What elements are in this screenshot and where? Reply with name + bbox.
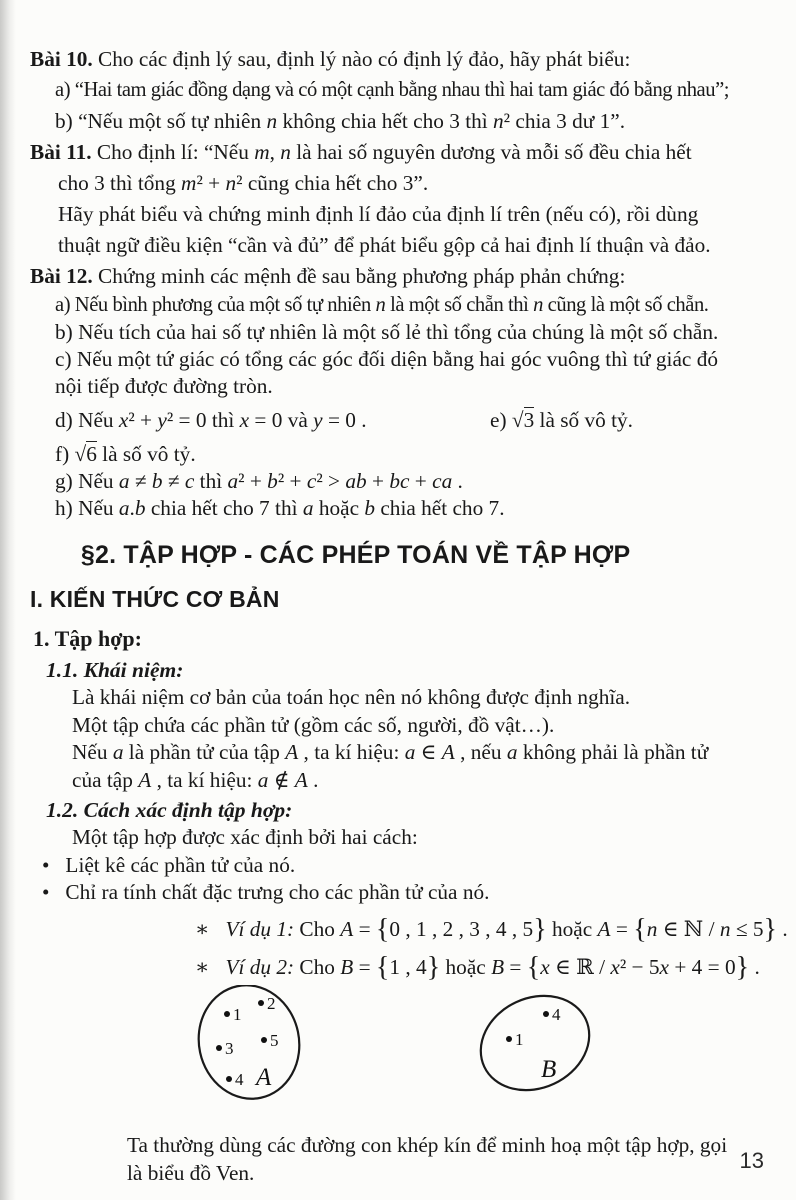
text-line: f) √6 là số vô tỷ. xyxy=(55,442,196,466)
text-line: c) Nếu một tứ giác có tổng các góc đối diện bằng hai góc vuông thì tứ giác đó xyxy=(55,347,718,371)
text-line: Nếu a là phần tử của tập A , ta kí hiệu: a ∈ A , nếu a không phải là phần tử xyxy=(72,740,709,764)
text-line: b) “Nếu một số tự nhiên n không chia hết cho 3 thì n² chia 3 dư 1”. xyxy=(55,109,626,133)
text-line: của tập A , ta kí hiệu: a ∉ A . xyxy=(72,767,319,792)
venn-ellipse xyxy=(465,985,605,1107)
text-line: Bài 12. Chứng minh các mệnh đề sau bằng phương pháp phản chứng: xyxy=(30,264,626,288)
text-line: Một tập chứa các phần tử (gồm các số, người, đồ vật…). xyxy=(72,712,555,737)
text-line: • Liệt kê các phần tử của nó. xyxy=(42,852,296,877)
text-line: cho 3 thì tổng m² + n² cũng chia hết cho 3”. xyxy=(58,171,429,195)
text-line: Là khái niệm cơ bản của toán học nên nó không được định nghĩa. xyxy=(72,685,631,709)
text-line: Bài 11. Cho định lí: “Nếu m, n là hai số nguyên dương và mỗi số đều chia hết xyxy=(30,140,692,164)
venn-point-value: 1 xyxy=(515,1029,524,1049)
venn-point-value: 2 xyxy=(267,993,276,1013)
section-heading: §2. TẬP HỢP - CÁC PHÉP TOÁN VỀ TẬP HỢP xyxy=(80,541,631,569)
venn-point-value: 1 xyxy=(233,1004,242,1024)
text-line: ∗ Ví dụ 1: Cho A = {0 , 1 , 2 , 3 , 4 , 5} hoặc A = {n ∈ ℕ / n ≤ 5} . xyxy=(195,913,788,945)
venn-point-dot xyxy=(224,1011,230,1017)
venn-point-dot xyxy=(258,1000,264,1006)
text-line: Hãy phát biểu và chứng minh định lí đảo của định lí trên (nếu có), rồi dùng xyxy=(58,202,699,226)
text-line: d) Nếu x² + y² = 0 thì x = 0 và y = 0 . e) √3 là số vô tỷ. xyxy=(55,408,634,432)
page-content xyxy=(30,44,788,1187)
venn-set-label: A xyxy=(256,1063,272,1091)
text-line: b) Nếu tích của hai số tự nhiên là một số lẻ thì tổng của chúng là một số chẵn. xyxy=(55,320,719,344)
text-line: Bài 10. Cho các định lý sau, định lý nào có định lý đảo, hãy phát biểu: xyxy=(30,47,631,71)
text-line: 1.2. Cách xác định tập hợp: xyxy=(46,798,293,822)
text-line: 1.1. Khái niệm: xyxy=(46,658,184,682)
text-line: h) Nếu a.b chia hết cho 7 thì a hoặc b chia hết cho 7. xyxy=(55,496,505,520)
knowledge-block xyxy=(30,656,788,983)
text-line: nội tiếp được đường tròn. xyxy=(55,374,273,398)
page-number: 13 xyxy=(739,1148,764,1173)
text-line: • Chỉ ra tính chất đặc trưng cho các phần tử của nó. xyxy=(42,880,490,904)
venn-point-value: 4 xyxy=(552,1004,561,1024)
text-line: a) “Hai tam giác đồng dạng và có một cạnh bằng nhau thì hai tam giác đó bằng nhau”; xyxy=(55,79,730,101)
text-line: Ta thường dùng các đường con khép kín để minh hoạ một tập hợp, gọi xyxy=(127,1132,728,1157)
venn-point-dot xyxy=(261,1037,267,1043)
venn-caption xyxy=(30,1131,770,1187)
venn-point-value: 5 xyxy=(270,1030,279,1050)
scan-edge-shadow xyxy=(0,0,16,1200)
venn-point-value: 4 xyxy=(235,1069,244,1089)
text-line: Một tập hợp được xác định bởi hai cách: xyxy=(72,825,418,849)
venn-ellipse xyxy=(188,985,310,1108)
text-line: thuật ngữ điều kiện “cần và đủ” để phát biểu gộp cả hai định lí thuận và đảo. xyxy=(58,233,711,257)
venn-set-label: B xyxy=(541,1055,557,1083)
knowledge-heading: I. KIẾN THỨC CƠ BẢN xyxy=(30,586,280,612)
subsection-tap-hop: 1. Tập hợp: xyxy=(33,626,142,651)
text-line: g) Nếu a ≠ b ≠ c thì a² + b² + c² > ab + bc + ca . xyxy=(55,469,463,493)
venn-point-dot xyxy=(506,1036,512,1042)
venn-set-A xyxy=(188,985,310,1108)
venn-point-dot xyxy=(543,1011,549,1017)
venn-point-value: 3 xyxy=(225,1038,234,1058)
text-line: a) Nếu bình phương của một số tự nhiên n là một số chẵn thì n cũng là một số chẵn. xyxy=(55,294,709,316)
venn-point-dot xyxy=(226,1076,232,1082)
text-line: là biểu đồ Ven. xyxy=(127,1160,255,1185)
venn-point-dot xyxy=(216,1045,222,1051)
exercises-block xyxy=(30,44,770,522)
venn-diagram xyxy=(30,985,770,1117)
venn-set-B xyxy=(465,985,605,1107)
text-line: ∗ Ví dụ 2: Cho B = {1 , 4} hoặc B = {x ∈ ℝ / x² − 5x + 4 = 0} . xyxy=(195,951,760,983)
